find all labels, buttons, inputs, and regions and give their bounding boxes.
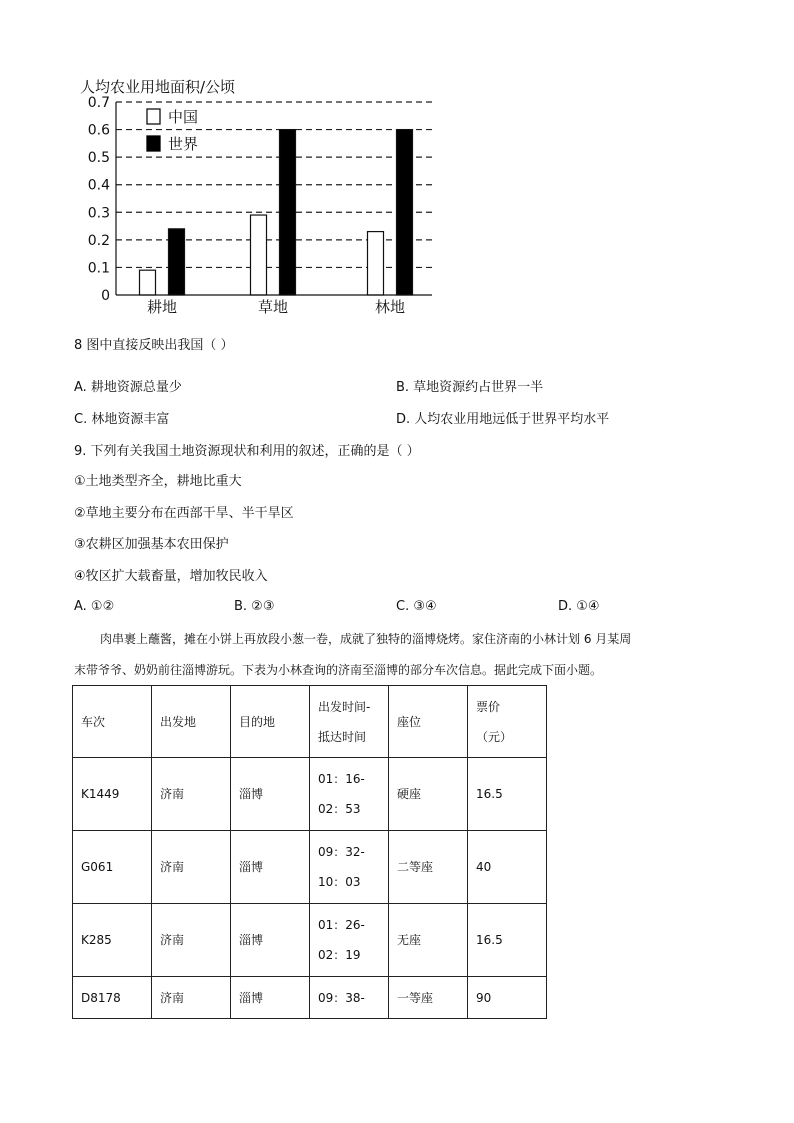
cell-dep: 01：16- <box>318 772 365 786</box>
x-axis-categories <box>147 298 405 316</box>
cell-origin: 济南 <box>152 831 231 904</box>
cell-train: K1449 <box>73 758 152 831</box>
q9-option-d: D. ①④ <box>558 599 600 614</box>
q9-option-a: A. ①② <box>74 599 115 614</box>
legend-label-china: 中国 <box>168 108 199 126</box>
cell-origin: 济南 <box>152 904 231 977</box>
chart-legend <box>147 108 198 153</box>
y-tick-label: 0.1 <box>87 260 110 277</box>
cell-arr: 10：03 <box>318 875 361 889</box>
q9-statement-4: ④牧区扩大载畜量，增加牧民收入 <box>74 569 268 584</box>
table-row <box>73 831 547 904</box>
legend-swatch-world <box>147 136 160 151</box>
y-tick-label: 0.6 <box>87 122 110 139</box>
legend-label-world: 世界 <box>168 135 199 153</box>
cell-price: 16.5 <box>468 758 547 831</box>
cell-price: 40 <box>468 831 547 904</box>
q9-stem: 9. 下列有关我国土地资源现状和利用的叙述，正确的是（ ） <box>74 444 420 459</box>
cell-seat: 二等座 <box>389 831 468 904</box>
cell-time: 09：38- <box>310 977 389 1019</box>
chart-title: 人均农业用地面积/公顷 <box>80 78 236 96</box>
header-seat: 座位 <box>389 686 468 758</box>
y-tick-label: 0.2 <box>87 232 110 249</box>
bar-world-2 <box>397 130 413 295</box>
passage-line-2: 末带爷爷、奶奶前往淄博游玩。下表为小林查询的济南至淄博的部分车次信息。据此完成下面小题。 <box>74 663 603 677</box>
chart-grid <box>116 102 432 267</box>
q8-option-c: C. 林地资源丰富 <box>74 412 170 427</box>
cell-time <box>310 831 389 904</box>
cell-destination: 淄博 <box>231 758 310 831</box>
cell-arr: 02：19 <box>318 948 361 962</box>
bar-chart <box>70 70 450 320</box>
train-schedule-table <box>72 685 547 1019</box>
q9-statement-2: ②草地主要分布在西部干旱、半干旱区 <box>74 506 294 521</box>
cell-time <box>310 904 389 977</box>
passage-line-1: 肉串裹上蘸酱，摊在小饼上再放段小葱一卷，成就了独特的淄博烧烤。家住济南的小林计划 6 月某周 <box>100 632 632 646</box>
y-tick-label: 0 <box>101 288 110 304</box>
cell-seat: 无座 <box>389 904 468 977</box>
q9-option-c: C. ③④ <box>396 599 437 614</box>
cell-time <box>310 758 389 831</box>
y-tick-label: 0.3 <box>87 205 110 222</box>
q8-stem: 8 图中直接反映出我国（ ） <box>74 338 234 353</box>
cell-destination: 淄博 <box>231 977 310 1019</box>
cell-origin: 济南 <box>152 758 231 831</box>
cell-train: K285 <box>73 904 152 977</box>
cell-destination: 淄博 <box>231 904 310 977</box>
table-header-row <box>73 686 547 758</box>
bar-china-2 <box>368 232 384 295</box>
header-price-line1: 票价 <box>476 699 501 714</box>
cell-seat: 一等座 <box>389 977 468 1019</box>
q8-option-a: A. 耕地资源总量少 <box>74 380 182 395</box>
header-destination: 目的地 <box>231 686 310 758</box>
cell-train: G061 <box>73 831 152 904</box>
y-tick-label: 0.7 <box>87 95 110 111</box>
cell-price: 90 <box>468 977 547 1019</box>
table-row <box>73 758 547 831</box>
q8-option-b: B. 草地资源约占世界一半 <box>396 380 544 395</box>
bar-world-1 <box>280 130 296 295</box>
x-category-label: 耕地 <box>146 298 178 316</box>
bar-china-1 <box>251 215 267 295</box>
header-train: 车次 <box>73 686 152 758</box>
header-time-line2: 抵达时间 <box>318 729 367 744</box>
cell-origin: 济南 <box>152 977 231 1019</box>
q9-statement-3: ③农耕区加强基本农田保护 <box>74 537 229 552</box>
q9-option-b: B. ②③ <box>234 599 275 614</box>
bar-china-0 <box>140 270 156 295</box>
x-category-label: 林地 <box>374 298 406 316</box>
header-time-line1: 出发时间- <box>318 699 371 714</box>
table-row <box>73 977 547 1019</box>
y-tick-label: 0.4 <box>87 177 110 194</box>
y-axis-ticks <box>88 95 110 304</box>
cell-arr: 02：53 <box>318 802 361 816</box>
header-price <box>468 686 547 758</box>
cell-destination: 淄博 <box>231 831 310 904</box>
q9-statement-1: ①土地类型齐全，耕地比重大 <box>74 474 242 489</box>
x-category-label: 草地 <box>257 298 289 316</box>
cell-price: 16.5 <box>468 904 547 977</box>
cell-dep: 01：26- <box>318 918 365 932</box>
table-row <box>73 904 547 977</box>
header-origin: 出发地 <box>152 686 231 758</box>
legend-swatch-china <box>147 109 160 124</box>
y-tick-label: 0.5 <box>87 150 110 167</box>
cell-dep: 09：32- <box>318 845 365 859</box>
q8-option-d: D. 人均农业用地远低于世界平均水平 <box>396 412 610 427</box>
cell-train: D8178 <box>73 977 152 1019</box>
header-price-line2: （元） <box>476 729 513 744</box>
bar-world-0 <box>169 229 185 295</box>
cell-seat: 硬座 <box>389 758 468 831</box>
header-time <box>310 686 389 758</box>
